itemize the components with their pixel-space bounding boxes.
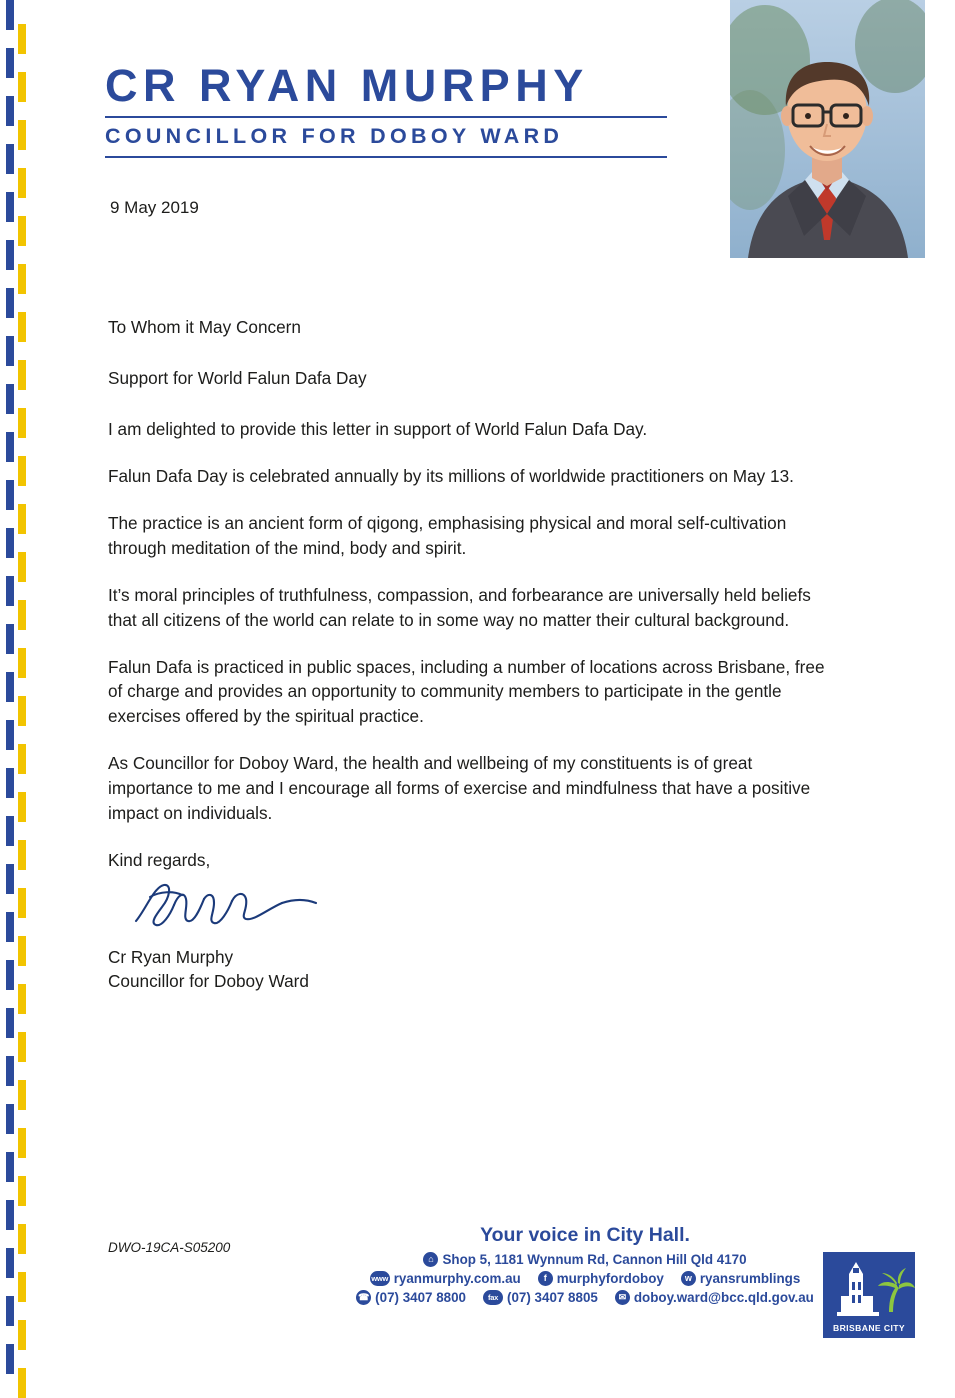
signature-image [130,879,330,931]
decorative-left-stripe [0,0,30,1350]
letterhead-rule-bottom [105,156,667,158]
stripe-dash [18,360,26,390]
stripe-dash [18,120,26,150]
stripe-dash [6,1152,14,1182]
letterhead-rule-top [105,116,667,118]
stripe-dash [6,816,14,846]
stripe-dash [6,96,14,126]
stripe-dash [6,480,14,510]
stripe-dash [6,1248,14,1278]
footer-tagline: Your voice in City Hall. [480,1224,690,1246]
stripe-dash [6,1344,14,1374]
stripe-dash [6,528,14,558]
letter-paragraph-2: Falun Dafa Day is celebrated annually by its millions of worldwide practitioners on May 13. [108,465,794,486]
footer-fax: (07) 3407 8805 [507,1290,598,1305]
stripe-dash [18,408,26,438]
stripe-dash [18,456,26,486]
stripe-dash [18,1032,26,1062]
stripe-dash [6,1296,14,1326]
footer-website[interactable]: ryanmurphy.com.au [393,1271,521,1286]
stripe-dash [6,1056,14,1086]
website-group[interactable] [370,1271,521,1286]
stripe-dash [18,936,26,966]
stripe-dash [18,24,26,54]
stripe-dash [6,384,14,414]
letter-date: 9 May 2019 [110,198,199,217]
footer-contact-block [340,1224,830,1309]
stripe-yellow [18,0,26,1350]
stripe-dash [18,264,26,294]
signature-block [108,945,833,994]
stripe-dash [18,1320,26,1350]
letterhead-name: CR RYAN MURPHY [105,60,589,111]
stripe-dash [18,648,26,678]
stripe-dash [18,216,26,246]
stripe-dash [18,312,26,342]
phone-icon: ☎ [356,1290,371,1305]
facebook-group[interactable] [538,1271,664,1286]
letter-body [108,315,833,994]
brisbane-city-logo-text: BRISBANE CITY [832,1323,906,1333]
fax-group [483,1290,598,1305]
stripe-dash [18,600,26,630]
stripe-dash [6,240,14,270]
phone-group[interactable] [356,1290,466,1305]
email-icon: ✉ [615,1290,630,1305]
stripe-dash [18,840,26,870]
letter-paragraph-1: I am delighted to provide this letter in support of World Falun Dafa Day. [108,418,648,439]
stripe-dash [18,72,26,102]
stripe-dash [6,1200,14,1230]
brisbane-city-logo [823,1252,915,1338]
stripe-dash [6,288,14,318]
footer-address-line [340,1252,830,1267]
stripe-dash [6,432,14,462]
letter-subject: Support for World Falun Dafa Day [108,367,367,388]
stripe-dash [6,336,14,366]
www-icon: www [370,1271,390,1286]
stripe-dash [18,1176,26,1206]
stripe-dash [6,720,14,750]
document-page [30,0,955,1350]
stripe-dash [18,1128,26,1158]
footer-address: Shop 5, 1181 Wynnum Rd, Cannon Hill Qld 4170 [442,1252,747,1267]
footer-twitter[interactable]: ryansrumblings [699,1271,801,1286]
stripe-blue [6,0,14,1350]
stripe-dash [18,1080,26,1110]
stripe-dash [18,1368,26,1398]
portrait-photo [730,0,925,258]
stripe-dash [18,792,26,822]
stripe-dash [18,696,26,726]
stripe-dash [18,1224,26,1254]
page-footer [30,1220,955,1350]
twitter-icon: w [681,1271,696,1286]
address-group [423,1252,746,1267]
letter-salutation: To Whom it May Concern [108,317,301,337]
stripe-dash [6,624,14,654]
facebook-icon: f [538,1271,553,1286]
document-code: DWO-19CA-S05200 [108,1240,231,1255]
stripe-dash [18,1272,26,1302]
stripe-dash [6,192,14,222]
email-group[interactable] [615,1290,814,1305]
stripe-dash [18,888,26,918]
stripe-dash [6,960,14,990]
stripe-dash [6,912,14,942]
stripe-dash [6,0,14,30]
stripe-dash [18,744,26,774]
footer-contact-line [340,1290,830,1305]
letter-signoff: Kind regards, [108,850,211,871]
stripe-dash [18,168,26,198]
stripe-dash [6,768,14,798]
footer-social-line [340,1271,830,1286]
letterhead-text-block [105,62,675,158]
letter-paragraph-4: It’s moral principles of truthfulness, compassion, and forbearance are universally held beliefs that all citizens of the world can relate to in some way no matter their cultural background. [108,584,811,630]
stripe-dash [18,984,26,1014]
footer-facebook[interactable]: murphyfordoboy [556,1271,664,1286]
footer-email[interactable]: doboy.ward@bcc.qld.gov.au [633,1290,814,1305]
letter-paragraph-6: As Councillor for Doboy Ward, the health and wellbeing of my constituents is of great importance to me and I encourage all forms of exercise and mindfulness that have a positive impact on individuals. [108,753,811,824]
stripe-dash [18,552,26,582]
stripe-dash [18,504,26,534]
letter-paragraph-3: The practice is an ancient form of qigong, emphasising physical and moral self-cultivation through meditation of the mind, body and spirit. [108,512,787,558]
twitter-group[interactable] [681,1271,800,1286]
stripe-dash [6,672,14,702]
letter-paragraph-5: Falun Dafa is practiced in public spaces, including a number of locations across Brisbane, free of charge and provides an opportunity to community members to participate in the gentle exercises offered by the spiritual practice. [108,656,825,727]
signer-title: Councillor for Doboy Ward [108,971,309,992]
letterhead-subtitle: COUNCILLOR FOR DOBOY WARD [105,124,564,149]
stripe-dash [6,576,14,606]
stripe-dash [6,1104,14,1134]
fax-icon: fax [483,1290,503,1305]
footer-phone[interactable]: (07) 3407 8800 [375,1290,467,1305]
home-icon: ⌂ [423,1252,438,1267]
stripe-dash [6,48,14,78]
stripe-dash [6,1008,14,1038]
stripe-dash [6,144,14,174]
stripe-dash [6,864,14,894]
signer-name: Cr Ryan Murphy [108,947,234,968]
